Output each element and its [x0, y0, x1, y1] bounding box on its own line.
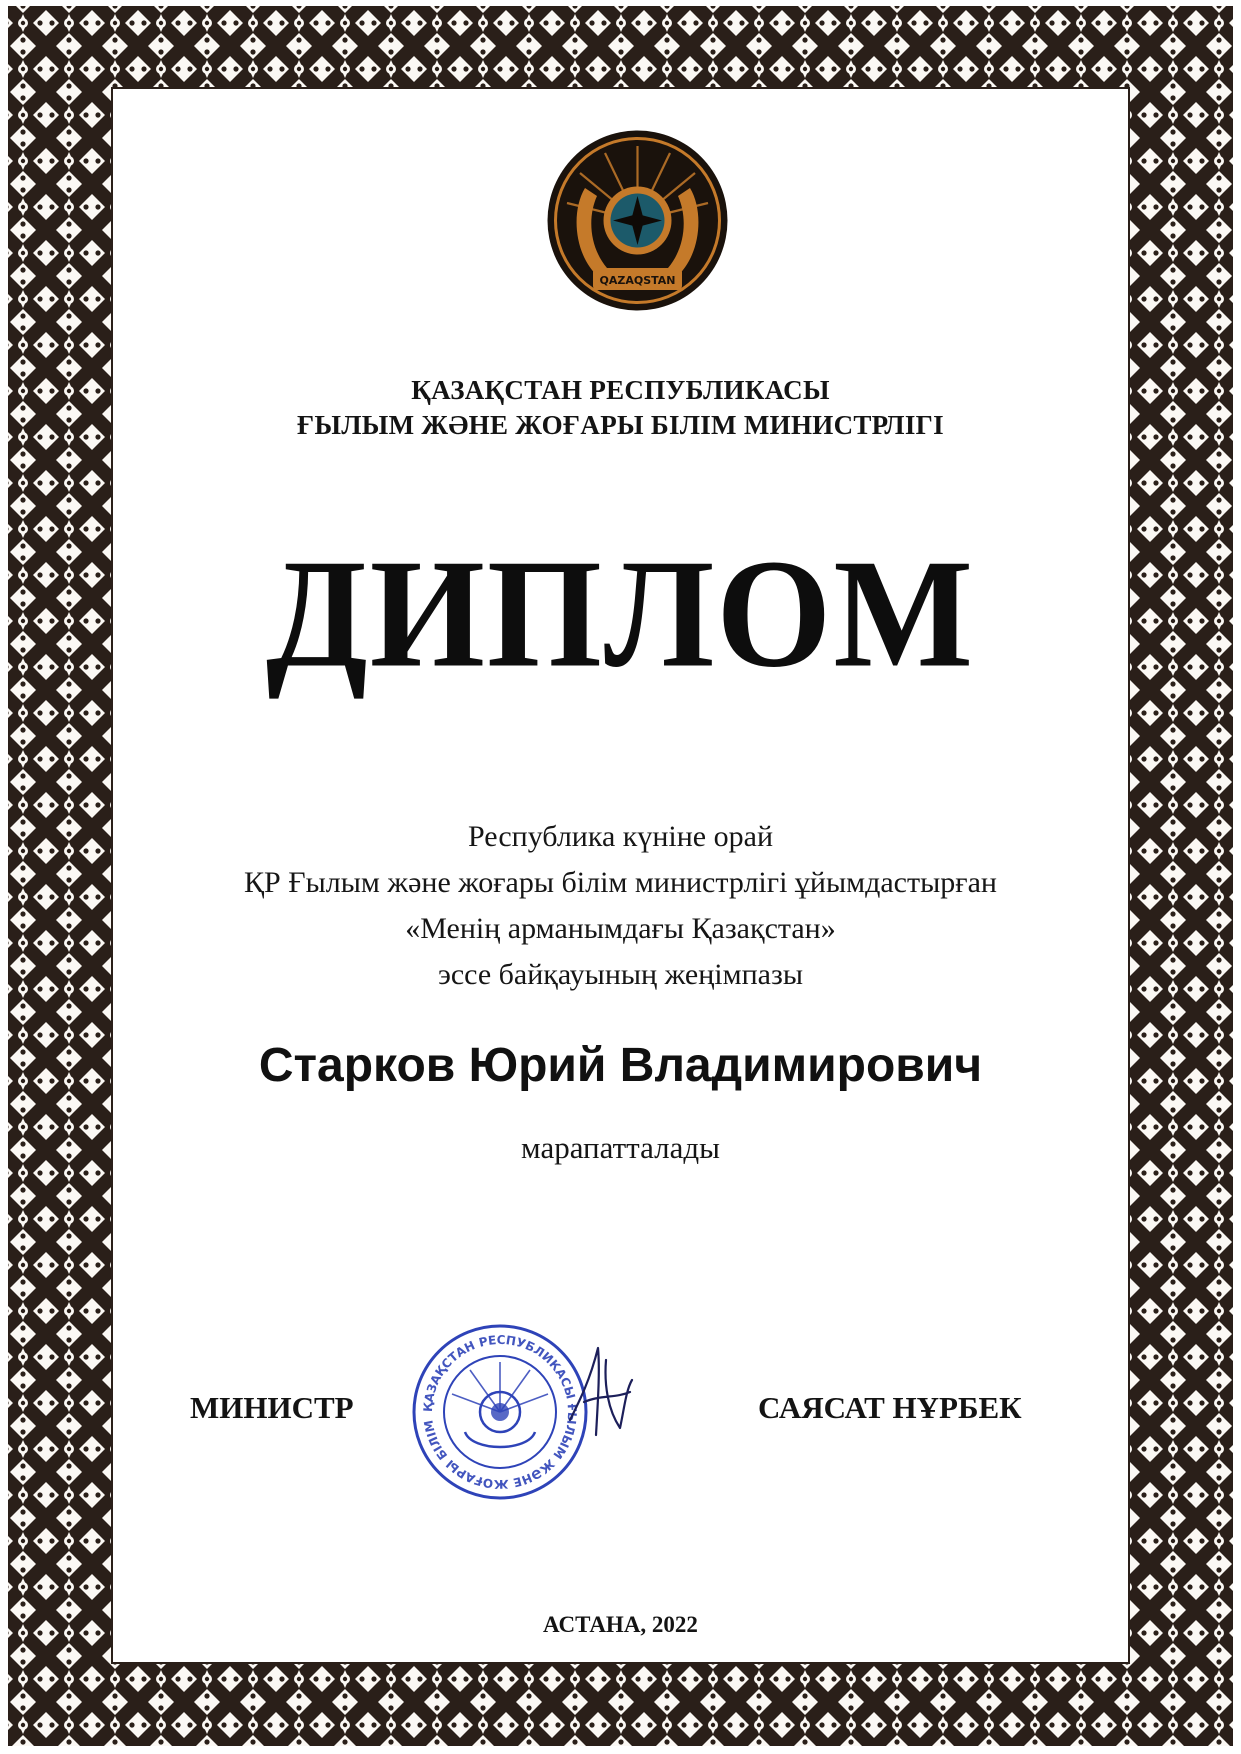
minister-label: МИНИСТР [190, 1390, 354, 1425]
place-and-date: АСТАНА, 2022 [543, 1612, 698, 1637]
handwritten-signature [560, 1340, 640, 1450]
recipient-name: Старков Юрий Владимирович [258, 1039, 983, 1092]
state-emblem [545, 128, 730, 313]
kazakhstan-state-emblem-icon [545, 128, 730, 313]
svg-text:QAZAQSTAN: QAZAQSTAN [599, 274, 676, 287]
awarded-text: марапатталады [521, 1130, 720, 1165]
ministry-name-line: ҒЫЛЫМ ЖӘНЕ ЖОҒАРЫ БІЛІМ МИНИСТРЛІГІ [297, 410, 944, 440]
svg-text:ҚАЗАҚСТАН РЕСПУБЛИКАСЫ ҒЫЛЫМ Ж: ҚАЗАҚСТАН РЕСПУБЛИКАСЫ ҒЫЛЫМ ЖӘНЕ ЖОҒАРЫ БІЛІМ [420, 1332, 580, 1492]
winner-line: эссе байқауының жеңімпазы [437, 958, 803, 991]
document-title: ДИПЛОМ [265, 527, 976, 701]
minister-name: САЯСАТ НҰРБЕК [758, 1390, 1022, 1425]
organizer-line: ҚР Ғылым және жоғары білім министрлігі ұйымдастырған [244, 866, 997, 899]
ministry-country-line: ҚАЗАҚСТАН РЕСПУБЛИКАСЫ [411, 375, 830, 405]
contest-name-line: «Менің арманымдағы Қазақстан» [405, 912, 836, 945]
occasion-line: Республика күніне орай [467, 820, 773, 853]
handwritten-signature-icon [560, 1340, 640, 1450]
